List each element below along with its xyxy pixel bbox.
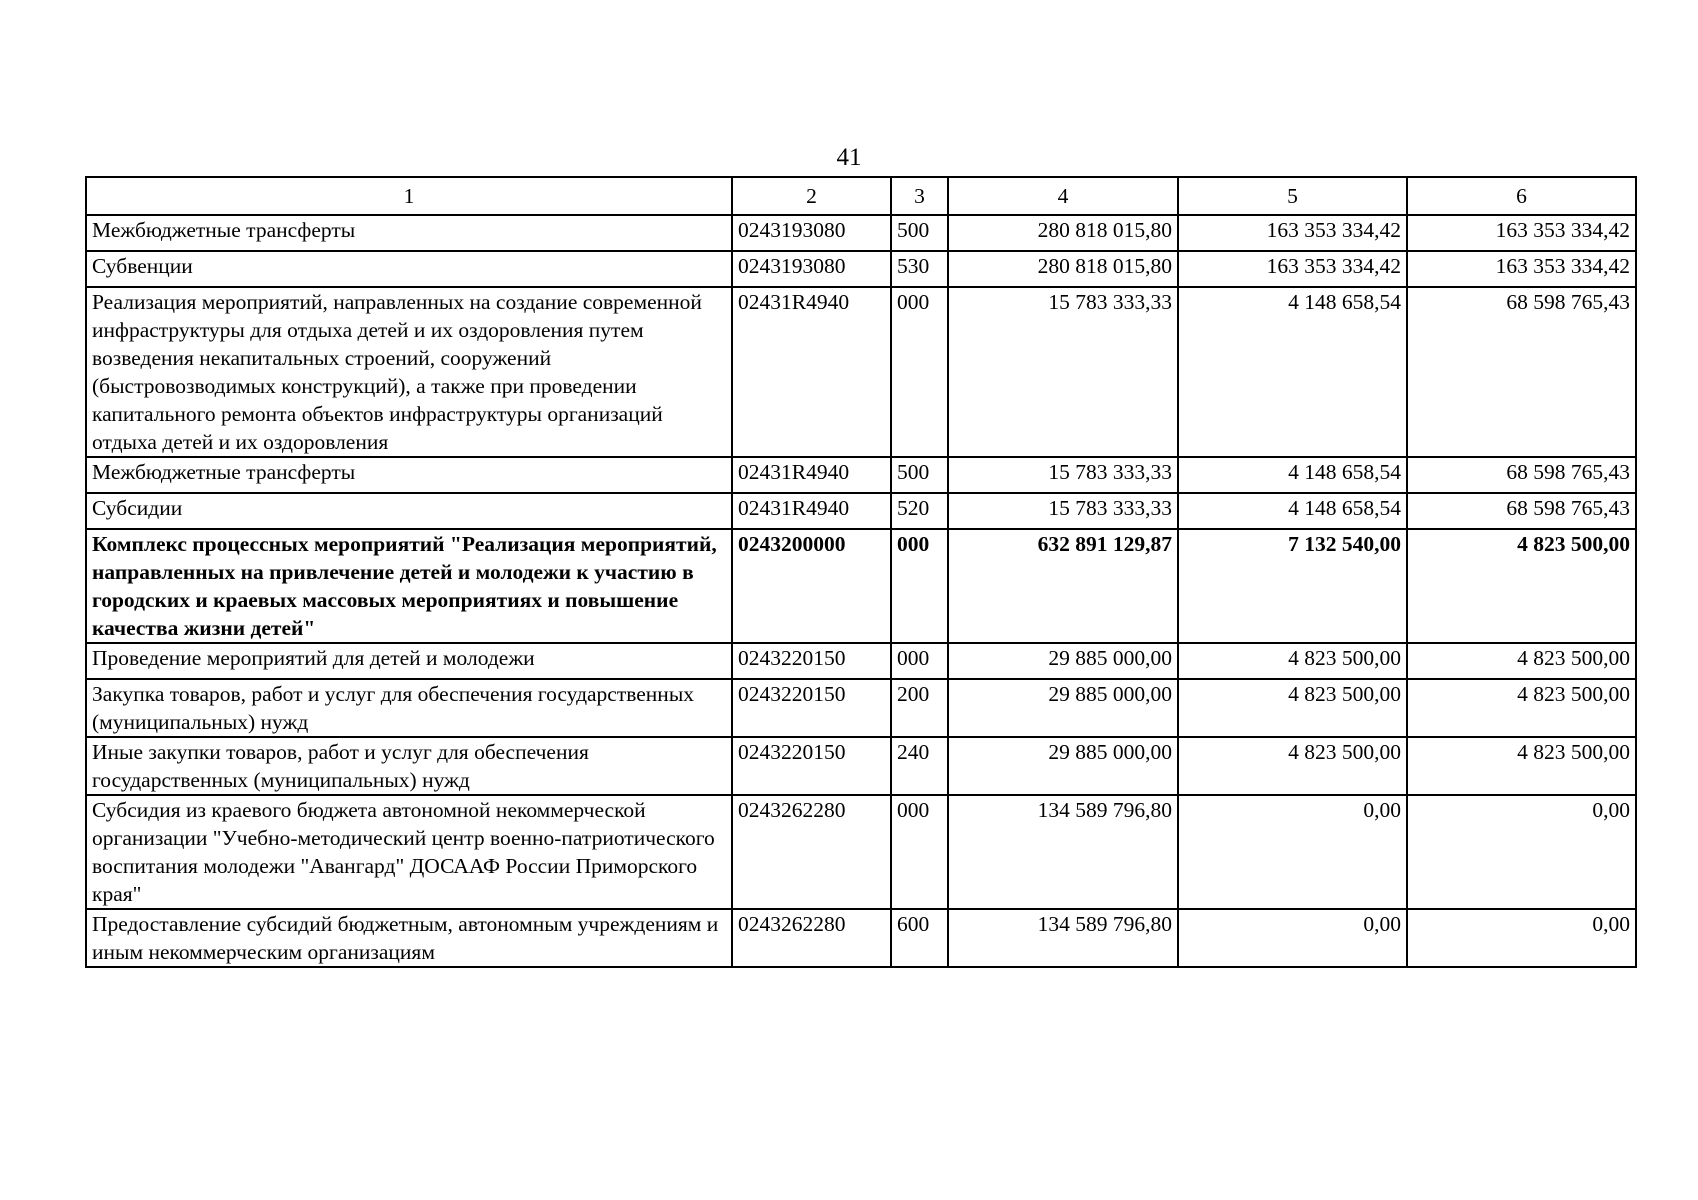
row-amount-4: 15 783 333,33	[948, 493, 1178, 529]
row-amount-6: 4 823 500,00	[1407, 529, 1636, 643]
row-amount-4: 134 589 796,80	[948, 795, 1178, 909]
row-kind: 000	[891, 287, 948, 457]
row-amount-6: 0,00	[1407, 795, 1636, 909]
budget-table	[85, 176, 1637, 968]
row-amount-6: 163 353 334,42	[1407, 215, 1636, 251]
row-code: 0243220150	[732, 737, 891, 795]
row-code: 0243193080	[732, 251, 891, 287]
table-row	[86, 737, 1636, 795]
row-code: 02431R4940	[732, 287, 891, 457]
row-name: Иные закупки товаров, работ и услуг для обеспечения государственных (муниципальных) нужд	[86, 737, 732, 795]
row-code: 0243262280	[732, 909, 891, 967]
table-row	[86, 493, 1636, 529]
row-amount-6: 4 823 500,00	[1407, 643, 1636, 679]
row-amount-5: 7 132 540,00	[1178, 529, 1407, 643]
row-name: Предоставление субсидий бюджетным, автономным учреждениям и иным некоммерческим организациям	[86, 909, 732, 967]
row-name: Закупка товаров, работ и услуг для обеспечения государственных (муниципальных) нужд	[86, 679, 732, 737]
row-name: Реализация мероприятий, направленных на создание современной инфраструктуры для отдыха детей и их оздоровления путем возведения некапитальных строений, сооружений (быстровозводимых конструкций), а также при проведении капитального ремонта объектов инфраструктуры организаций отдыха детей и их оздоровления	[86, 287, 732, 457]
row-amount-4: 632 891 129,87	[948, 529, 1178, 643]
table-row	[86, 679, 1636, 737]
row-kind: 530	[891, 251, 948, 287]
row-amount-5: 163 353 334,42	[1178, 251, 1407, 287]
row-amount-4: 280 818 015,80	[948, 251, 1178, 287]
row-amount-6: 4 823 500,00	[1407, 679, 1636, 737]
column-header-3: 3	[891, 177, 948, 215]
column-header-5: 5	[1178, 177, 1407, 215]
row-amount-5: 4 148 658,54	[1178, 457, 1407, 493]
row-kind: 000	[891, 529, 948, 643]
column-header-1: 1	[86, 177, 732, 215]
row-code: 0243220150	[732, 643, 891, 679]
table-row-section-total	[86, 529, 1636, 643]
row-name: Проведение мероприятий для детей и молодежи	[86, 643, 732, 679]
row-name: Комплекс процессных мероприятий "Реализация мероприятий, направленных на привлечение детей и молодежи к участию в городских и краевых массовых мероприятиях и повышение качества жизни детей"	[86, 529, 732, 643]
row-amount-5: 4 823 500,00	[1178, 679, 1407, 737]
row-code: 0243193080	[732, 215, 891, 251]
row-kind: 000	[891, 795, 948, 909]
row-amount-5: 4 148 658,54	[1178, 493, 1407, 529]
row-amount-5: 4 148 658,54	[1178, 287, 1407, 457]
row-amount-6: 0,00	[1407, 909, 1636, 967]
row-amount-4: 15 783 333,33	[948, 287, 1178, 457]
table-row	[86, 287, 1636, 457]
table-row	[86, 251, 1636, 287]
row-kind: 500	[891, 215, 948, 251]
row-amount-6: 68 598 765,43	[1407, 287, 1636, 457]
header-row	[86, 177, 1636, 215]
row-amount-4: 134 589 796,80	[948, 909, 1178, 967]
row-kind: 200	[891, 679, 948, 737]
row-amount-4: 29 885 000,00	[948, 737, 1178, 795]
row-amount-4: 29 885 000,00	[948, 643, 1178, 679]
table-row	[86, 457, 1636, 493]
row-name: Субсидия из краевого бюджета автономной некоммерческой организации "Учебно-методический центр военно-патриотического воспитания молодежи "Авангард" ДОСААФ России Приморского края"	[86, 795, 732, 909]
column-header-2: 2	[732, 177, 891, 215]
row-amount-5: 163 353 334,42	[1178, 215, 1407, 251]
row-amount-4: 15 783 333,33	[948, 457, 1178, 493]
row-amount-5: 0,00	[1178, 795, 1407, 909]
row-amount-6: 68 598 765,43	[1407, 493, 1636, 529]
row-kind: 000	[891, 643, 948, 679]
row-code: 02431R4940	[732, 457, 891, 493]
row-amount-4: 29 885 000,00	[948, 679, 1178, 737]
row-amount-6: 163 353 334,42	[1407, 251, 1636, 287]
table-row	[86, 215, 1636, 251]
row-code: 0243200000	[732, 529, 891, 643]
row-kind: 240	[891, 737, 948, 795]
table-row	[86, 795, 1636, 909]
row-name: Субсидии	[86, 493, 732, 529]
row-kind: 600	[891, 909, 948, 967]
row-name: Межбюджетные трансферты	[86, 215, 732, 251]
row-code: 0243220150	[732, 679, 891, 737]
row-kind: 500	[891, 457, 948, 493]
row-name: Субвенции	[86, 251, 732, 287]
row-amount-4: 280 818 015,80	[948, 215, 1178, 251]
row-amount-6: 4 823 500,00	[1407, 737, 1636, 795]
row-name: Межбюджетные трансферты	[86, 457, 732, 493]
page-number: 41	[836, 144, 862, 171]
row-kind: 520	[891, 493, 948, 529]
row-code: 0243262280	[732, 795, 891, 909]
row-amount-5: 4 823 500,00	[1178, 643, 1407, 679]
row-amount-6: 68 598 765,43	[1407, 457, 1636, 493]
column-header-4: 4	[948, 177, 1178, 215]
table-row	[86, 643, 1636, 679]
column-header-6: 6	[1407, 177, 1636, 215]
row-code: 02431R4940	[732, 493, 891, 529]
table-row	[86, 909, 1636, 967]
row-amount-5: 0,00	[1178, 909, 1407, 967]
row-amount-5: 4 823 500,00	[1178, 737, 1407, 795]
